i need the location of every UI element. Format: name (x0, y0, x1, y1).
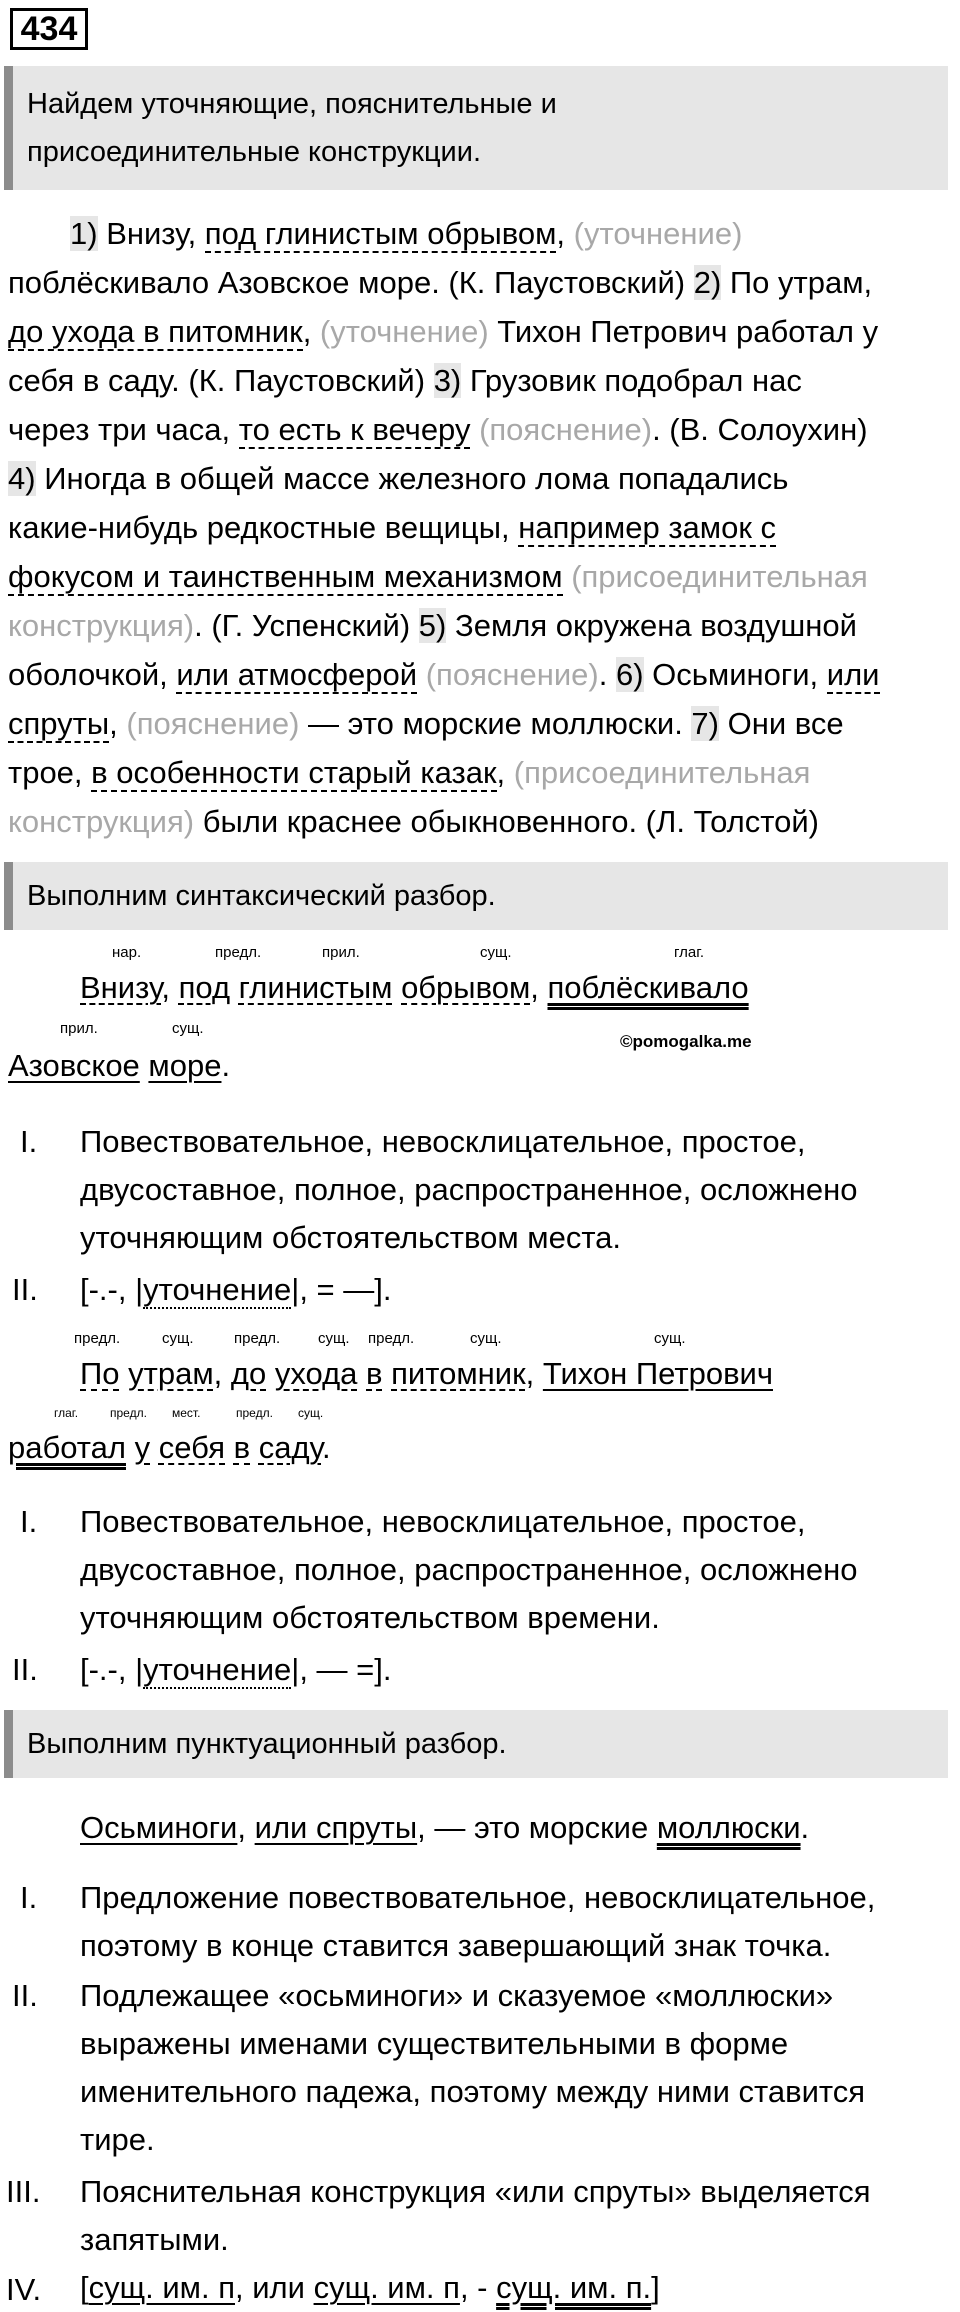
header-line: Найдем уточняющие, пояснительные и (27, 88, 557, 120)
text: . (800, 1810, 810, 1845)
text: . (321, 1430, 331, 1465)
analysis-line: Пояснительная конструкция «или спруты» выделяется (80, 2174, 871, 2209)
para-line (8, 753, 810, 793)
text: Тихон Петрович работал у (488, 314, 879, 349)
note: конструкция) (8, 608, 195, 643)
sentence-line (8, 1428, 331, 1468)
text: По утрам, (721, 265, 873, 300)
note: конструкция) (8, 804, 195, 839)
scheme-subject: сущ. им. п (88, 2270, 235, 2305)
text: , (109, 706, 118, 741)
word-adverbial: обрывом (401, 970, 531, 1005)
header-line: Выполним пунктуационный разбор. (27, 1728, 507, 1760)
pos-label: глаг. (54, 1406, 79, 1420)
word-adverbial: в (366, 1356, 383, 1391)
text: Земля окружена воздушной (446, 608, 857, 643)
sentence-line (80, 1808, 809, 1848)
roman-numeral: IV. (6, 2272, 42, 2307)
text: , (302, 314, 312, 349)
word-adverbial: в (233, 1430, 251, 1465)
note: (пояснение) (470, 412, 653, 447)
section-header-constructions (4, 66, 948, 190)
analysis-line: уточняющим обстоятельством времени. (80, 1600, 660, 1635)
sentence-line (80, 1354, 773, 1394)
scheme-line (80, 2264, 660, 2312)
word-predicate: работал (8, 1430, 126, 1465)
pos-label: глаг. (674, 944, 705, 961)
pos-label: сущ. (480, 944, 512, 961)
para-line (8, 557, 868, 597)
text: ] (651, 2270, 660, 2305)
scheme-line (80, 1646, 392, 1694)
word-subject: море (148, 1048, 222, 1083)
text: [ (80, 2270, 89, 2305)
scheme-clarification: уточнение (143, 1272, 292, 1307)
para-line (8, 655, 880, 695)
roman-numeral: I. (20, 1504, 38, 1539)
construction: например замок с (518, 510, 776, 545)
text: себя в саду. (К. Паустовский) (8, 363, 434, 398)
sentence-number: 7) (691, 706, 719, 741)
roman-numeral: III. (6, 2174, 41, 2209)
construction: под глинистым обрывом (204, 216, 557, 251)
text: через три часа, (8, 412, 239, 447)
text: , (556, 216, 566, 251)
construction: спруты (8, 706, 110, 741)
text: , (530, 970, 548, 1005)
scheme-predicate: сущ. им. п. (496, 2270, 652, 2305)
text: , (496, 755, 506, 790)
pos-label: предл. (74, 1330, 121, 1347)
sentence-line (80, 968, 749, 1008)
roman-numeral: II. (12, 1272, 38, 1307)
header-line: Выполним синтаксический разбор. (27, 880, 496, 912)
para-line (8, 263, 872, 303)
construction: в особенности старый казак (91, 755, 497, 790)
text: [-.-, | (80, 1272, 144, 1307)
sentence-line (8, 1046, 230, 1086)
para-line (70, 214, 742, 254)
text: , или (235, 2270, 314, 2305)
analysis-line: поэтому в конце ставится завершающий знак точка. (80, 1928, 832, 1963)
analysis-line: двусоставное, полное, распространенное, осложнено (80, 1552, 858, 1587)
pos-label: нар. (112, 944, 142, 961)
section-header-syntax (4, 862, 948, 930)
pos-label: сущ. (172, 1020, 204, 1037)
pos-label: предл. (215, 944, 262, 961)
roman-numeral: I. (20, 1124, 38, 1159)
text: , (213, 1356, 231, 1391)
text: Иногда в общей массе железного лома попадались (35, 461, 789, 496)
para-line (8, 606, 857, 646)
pos-label: сущ. (162, 1330, 194, 1347)
word-adverbial: себя (158, 1430, 225, 1465)
scheme-line (80, 1266, 392, 1314)
text: поблёскивало Азовское море. (К. Паустовский) (8, 265, 694, 300)
pos-label: предл. (236, 1406, 273, 1420)
construction: то есть к вечеру (238, 412, 471, 447)
construction: или атмосферой (176, 657, 418, 692)
pos-label: сущ. (318, 1330, 350, 1347)
para-line (8, 802, 819, 842)
analysis-line: именительного падежа, поэтому между ними ставится (80, 2074, 866, 2109)
note: (присоединительная (505, 755, 811, 790)
word-adverbial: до (230, 1356, 267, 1391)
analysis-line: Подлежащее «осьминоги» и сказуемое «моллюски» (80, 1978, 834, 2013)
sentence-number: 6) (615, 657, 644, 692)
word-adverbial: у (134, 1430, 151, 1465)
note: (пояснение) (117, 706, 300, 741)
word-adverbial: под (178, 970, 231, 1005)
word-adverbial: Внизу (80, 970, 162, 1005)
text: . (Г. Успенский) (194, 608, 419, 643)
text: . (В. Солоухин) (652, 412, 868, 447)
text: Они все (719, 706, 844, 741)
watermark: ©pomogalka.me (620, 1032, 752, 1051)
roman-numeral: II. (12, 1978, 38, 2013)
pos-label: предл. (110, 1406, 147, 1420)
pos-label: мест. (172, 1406, 201, 1420)
pos-label: предл. (368, 1330, 415, 1347)
text: Внизу, (97, 216, 205, 251)
word-adverbial: глинистым (238, 970, 393, 1005)
analysis-line: тире. (80, 2122, 155, 2157)
word-predicate: моллюски (656, 1810, 801, 1845)
pos-label: сущ. (298, 1406, 324, 1420)
word-subject: Осьминоги (80, 1810, 238, 1845)
text: , — это морские (417, 1810, 657, 1845)
pos-label: прил. (322, 944, 360, 961)
analysis-line: Повествовательное, невосклицательное, простое, (80, 1124, 806, 1159)
header-line: присоединительные конструкции. (27, 136, 482, 168)
para-line (8, 361, 802, 401)
text: , (161, 970, 179, 1005)
word-adverbial: саду (258, 1430, 322, 1465)
text: [-.-, | (80, 1652, 144, 1687)
analysis-line: двусоставное, полное, распространенное, осложнено (80, 1172, 858, 1207)
scheme-appositive: сущ. им. п (313, 2270, 460, 2305)
scheme-clarification: уточнение (143, 1652, 292, 1687)
para-line (8, 410, 868, 450)
analysis-line: уточняющим обстоятельством места. (80, 1220, 622, 1255)
text: . (598, 657, 616, 692)
pos-label: сущ. (470, 1330, 502, 1347)
construction: или (826, 657, 880, 692)
note: (уточнение) (565, 216, 743, 251)
text: какие-нибудь редкостные вещицы, (8, 510, 519, 545)
construction: фокусом и таинственным механизмом (8, 559, 563, 594)
text: |, — =]. (291, 1652, 392, 1687)
text: , (525, 1356, 543, 1391)
word-subject: Азовское (8, 1048, 140, 1083)
word-subject: Тихон Петрович (542, 1356, 773, 1391)
text: , (237, 1810, 255, 1845)
text: Грузовик подобрал нас (461, 363, 802, 398)
pos-label: предл. (234, 1330, 281, 1347)
para-line (8, 508, 776, 548)
text: — это морские моллюски. (299, 706, 692, 741)
sentence-number: 4) (8, 461, 36, 496)
section-header-punctuation (4, 1710, 948, 1778)
text: . (221, 1048, 231, 1083)
word-adverbial: утрам (128, 1356, 214, 1391)
text: были краснее обыкновенного. (Л. Толстой) (194, 804, 819, 839)
text: , - (459, 2270, 497, 2305)
roman-numeral: I. (20, 1880, 38, 1915)
pos-label: сущ. (654, 1330, 686, 1347)
analysis-line: Предложение повествовательное, невосклицательное, (80, 1880, 876, 1915)
para-line (8, 459, 788, 499)
sentence-number: 1) (70, 216, 98, 251)
word-adverbial: По (80, 1356, 120, 1391)
analysis-line: запятыми. (80, 2222, 229, 2257)
text: трое, (8, 755, 92, 790)
sentence-number: 2) (693, 265, 722, 300)
text: |, = —]. (291, 1272, 392, 1307)
construction: до ухода в питомник (8, 314, 303, 349)
note: (присоединительная (562, 559, 868, 594)
text: Осьминоги, (643, 657, 827, 692)
word-adverbial: питомник (391, 1356, 526, 1391)
sentence-number: 5) (418, 608, 447, 643)
note: (уточнение) (311, 314, 489, 349)
word-appositive: или спруты (254, 1810, 418, 1845)
word-predicate: поблёскивало (547, 970, 749, 1005)
analysis-line: выражены именами существительными в форме (80, 2026, 789, 2061)
task-number: 434 (10, 8, 88, 50)
note: (пояснение) (417, 657, 599, 692)
word-adverbial: ухода (274, 1356, 358, 1391)
sentence-number: 3) (433, 363, 462, 398)
pos-label: прил. (60, 1020, 98, 1037)
analysis-line: Повествовательное, невосклицательное, простое, (80, 1504, 806, 1539)
para-line (8, 704, 844, 744)
text: оболочкой, (8, 657, 177, 692)
para-line (8, 312, 878, 352)
roman-numeral: II. (12, 1652, 38, 1687)
